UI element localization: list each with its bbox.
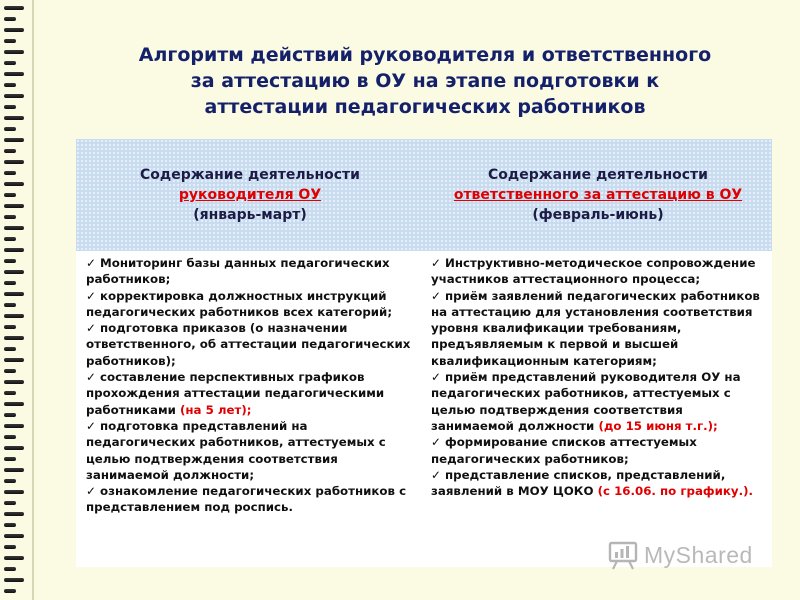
presentation-board-icon [606, 540, 642, 570]
binding-coil [4, 138, 24, 142]
list-item [431, 369, 762, 434]
list-item-text: приём заявлений педагогических работников на аттестацию для установления соответствия уровня квалификации требованиям, предъявляемым к первой и высшей квалификационным категориям; [431, 288, 760, 368]
list-item-deadline: (до 15 июня т.г.); [598, 418, 718, 433]
list-item-deadline: (на 5 лет); [179, 402, 252, 417]
binding-coil [4, 545, 16, 549]
title-line: аттестации педагогических работников [204, 96, 646, 118]
binding-coil [4, 72, 24, 76]
activity-table [76, 139, 772, 567]
header-line: Содержание деятельности [488, 167, 708, 183]
binding-coil [4, 39, 16, 43]
binding-coil [4, 292, 24, 296]
binding-coil [4, 204, 24, 208]
title-line: за аттестацию в ОУ на этапе подготовки к [190, 70, 660, 92]
checkmark-icon: ✓ [86, 418, 96, 433]
binding-coil [4, 171, 16, 175]
binding-coil [4, 248, 24, 252]
binding-coil [4, 215, 16, 219]
binding-coil [4, 28, 24, 32]
list-item-text: составление перспективных графиков прохождения аттестации педагогическими работниками [86, 370, 385, 417]
binding-coil [4, 61, 16, 65]
binding-coil [4, 105, 16, 109]
binding-coil [4, 149, 16, 153]
checkmark-icon: ✓ [86, 288, 96, 303]
sheet-edge [32, 0, 34, 600]
checkmark-icon: ✓ [431, 370, 441, 385]
right-column-list [423, 255, 772, 516]
table-body [76, 251, 772, 516]
binding-coil [4, 314, 24, 318]
header-highlight: ответственного за аттестацию в ОУ [453, 187, 743, 203]
binding-coil [4, 413, 16, 417]
binding-coil [4, 512, 24, 516]
binding-coil [4, 435, 16, 439]
right-column-header [424, 139, 772, 251]
binding-coil [4, 501, 16, 505]
checkmark-icon: ✓ [431, 288, 441, 303]
checkmark-icon: ✓ [431, 467, 441, 482]
list-item-text: формирование списков аттестуемых педагогических работников; [431, 435, 697, 466]
binding-coil [4, 446, 24, 450]
list-item [431, 255, 762, 288]
list-item [86, 320, 417, 369]
list-item-text: подготовка приказов (о назначении ответственного, об аттестации педагогических работников); [86, 321, 411, 368]
binding-coil [4, 589, 16, 593]
checkmark-icon: ✓ [86, 321, 96, 336]
binding-coil [4, 523, 16, 527]
binding-coil [4, 391, 16, 395]
list-item [86, 255, 417, 288]
slide-title [80, 42, 770, 120]
checkmark-icon: ✓ [86, 370, 96, 385]
table-header [76, 139, 772, 251]
header-highlight: руководителя ОУ [178, 187, 322, 203]
binding-coil [4, 160, 24, 164]
list-item [86, 483, 417, 516]
binding-coil [4, 50, 24, 54]
list-item-deadline: (с 16.06. по графику.). [597, 484, 753, 499]
list-item [431, 434, 762, 467]
list-item-text: приём представлений руководителя ОУ на педагогических работников, аттестуемых с целью подтверждения соответствия занимаемой должности [431, 370, 741, 433]
binding-coil [4, 534, 24, 538]
title-line: Алгоритм действий руководителя и ответственного [138, 44, 712, 66]
list-item-text: ознакомление педагогических работников с представлением под роспись. [86, 484, 407, 515]
checkmark-icon: ✓ [431, 256, 441, 270]
list-item [86, 418, 417, 483]
binding-coil [4, 490, 24, 494]
binding-coil [4, 127, 16, 131]
binding-coil [4, 237, 16, 241]
binding-coil [4, 336, 24, 340]
list-item [86, 369, 417, 418]
binding-coil [4, 94, 24, 98]
logo-text: MyShared [644, 541, 753, 568]
binding-coil [4, 116, 24, 120]
binding-coil [4, 259, 16, 263]
binding-coil [4, 347, 16, 351]
checkmark-icon: ✓ [86, 484, 96, 499]
left-column-header [76, 139, 424, 251]
binding-coil [4, 457, 16, 461]
binding-coil [4, 567, 16, 571]
binding-coil [4, 193, 16, 197]
binding-coil [4, 578, 24, 582]
binding-coil [4, 358, 24, 362]
checkmark-icon: ✓ [86, 256, 96, 270]
header-period: (январь-март) [193, 207, 307, 223]
binding-coil [4, 369, 16, 373]
list-item [431, 467, 762, 500]
binding-coil [4, 226, 24, 230]
list-item [431, 288, 762, 369]
binding-coil [4, 182, 24, 186]
binding-coil [4, 479, 16, 483]
binding-coil [4, 402, 24, 406]
binding-coil [4, 83, 16, 87]
list-item-text: корректировка должностных инструкций педагогических работников всех категорий; [86, 288, 393, 319]
binding-coil [4, 303, 16, 307]
binding-coil [4, 6, 24, 10]
binding-coil [4, 281, 16, 285]
binding-coil [4, 468, 24, 472]
header-period: (февраль-июнь) [532, 207, 664, 223]
binding-coil [4, 17, 16, 21]
spiral-binding [0, 0, 30, 600]
checkmark-icon: ✓ [431, 435, 441, 450]
binding-coil [4, 424, 24, 428]
binding-coil [4, 556, 24, 560]
header-line: Содержание деятельности [140, 167, 360, 183]
binding-coil [4, 380, 24, 384]
left-column-list [76, 255, 423, 516]
binding-coil [4, 270, 24, 274]
list-item-text: подготовка представлений на педагогических работников, аттестуемых с целью подтверждения соответствия занимаемой должности; [86, 418, 386, 482]
list-item-text: Мониторинг базы данных педагогических работников; [86, 256, 390, 287]
list-item-text: представление списков, представлений, заявлений в МОУ ЦОКО [431, 467, 726, 499]
list-item [86, 288, 417, 321]
binding-coil [4, 325, 16, 329]
list-item-text: Инструктивно-методическое сопровождение участников аттестационного процесса; [431, 256, 756, 287]
myshared-logo [606, 538, 766, 572]
